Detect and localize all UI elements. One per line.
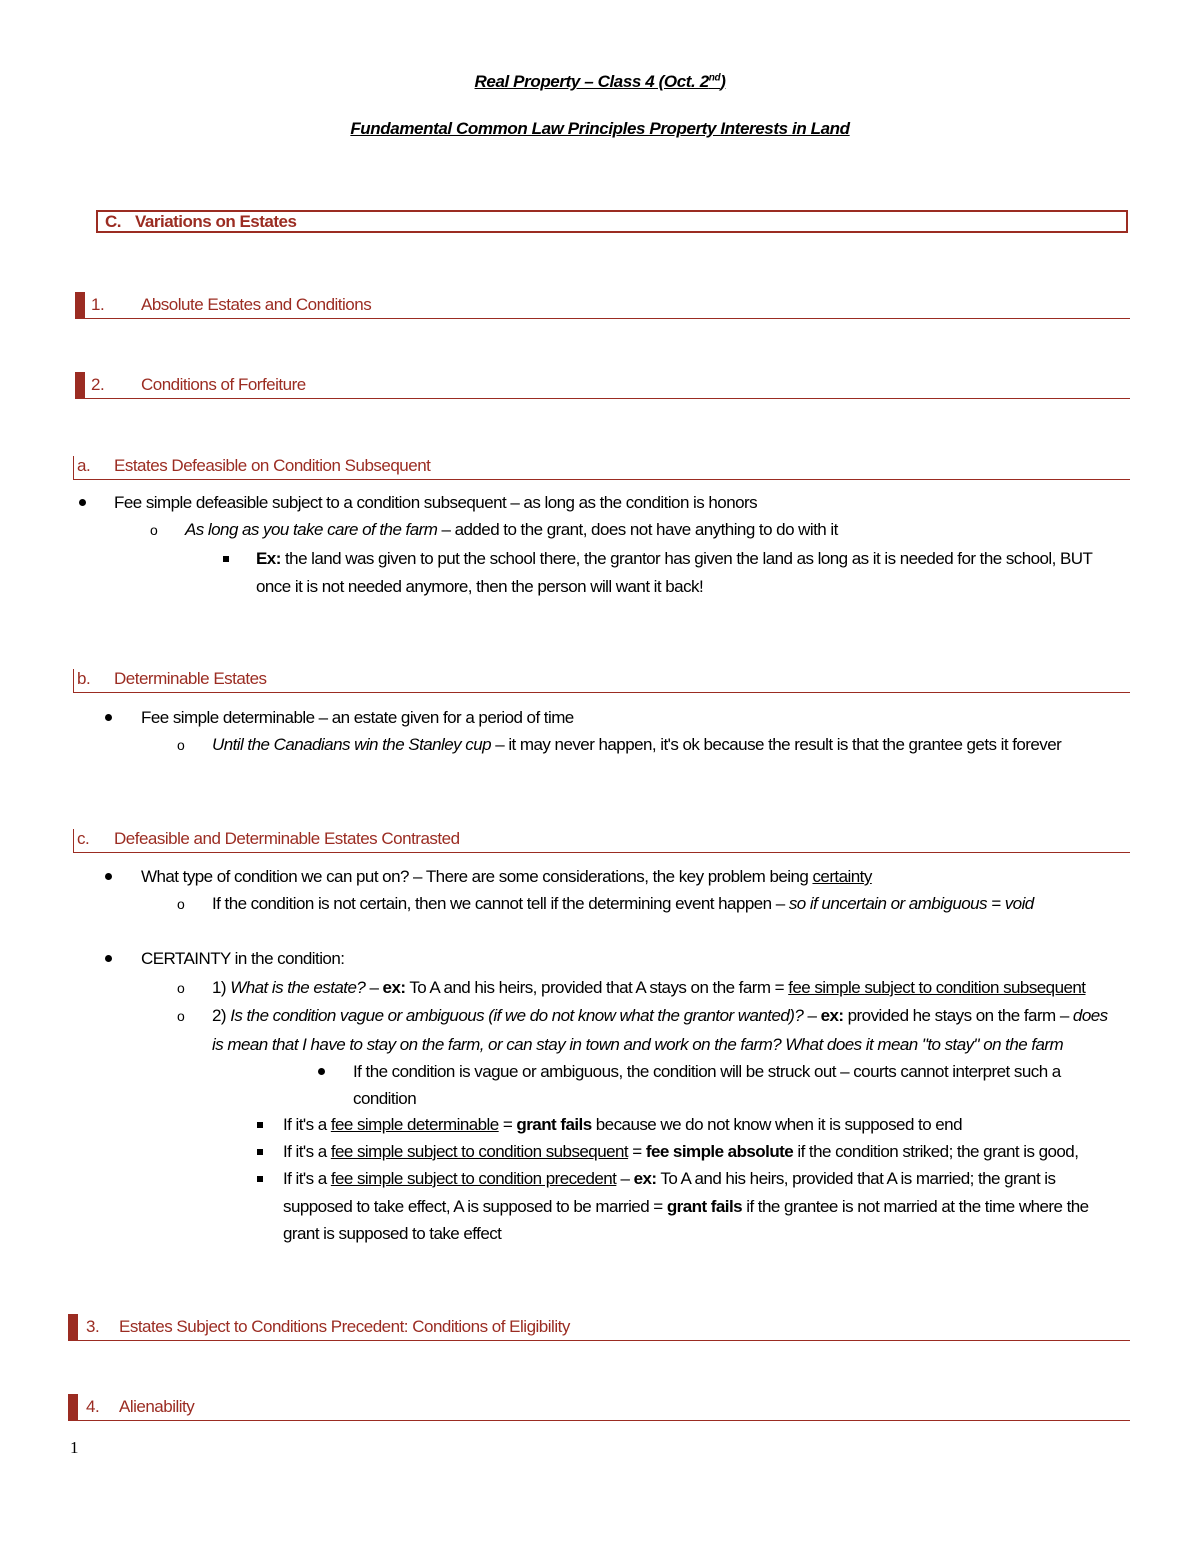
heading-number: 4. bbox=[86, 1397, 100, 1416]
heading-1-absolute-estates bbox=[75, 295, 1130, 319]
heading-marker bbox=[75, 292, 85, 318]
heading-marker bbox=[68, 1394, 78, 1420]
bullet-circle: o bbox=[177, 896, 185, 912]
heading-marker bbox=[68, 1314, 78, 1340]
heading-2-conditions-forfeiture bbox=[75, 375, 1130, 399]
bullet-circle: o bbox=[150, 522, 158, 538]
heading-4-alienability bbox=[68, 1397, 1130, 1421]
bullet-square bbox=[257, 1122, 263, 1128]
heading-number: 3. bbox=[86, 1317, 100, 1336]
section-c-number: C. bbox=[105, 212, 121, 231]
bullet-dot bbox=[105, 955, 112, 962]
document-title: Real Property – Class 4 (Oct. 2nd) bbox=[474, 72, 726, 91]
heading-3-conditions-precedent bbox=[68, 1317, 1130, 1341]
list-item: What type of condition we can put on? – There are some considerations, the key problem being certainty bbox=[141, 867, 872, 886]
page-number: 1 bbox=[70, 1438, 79, 1457]
list-item: If the condition is vague or ambiguous, the condition will be struck out – courts cannot interpret such a bbox=[353, 1062, 1061, 1081]
heading-label: Estates Subject to Conditions Precedent: Conditions of Eligibility bbox=[119, 1317, 570, 1336]
heading-label: Alienability bbox=[119, 1397, 195, 1416]
list-item-continuation: once it is not needed anymore, then the person will want it back! bbox=[256, 577, 704, 596]
bullet-dot bbox=[105, 714, 112, 721]
list-item: 2) Is the condition vague or ambiguous (if we do not know what the grantor wanted)? – ex: provided he stays on the farm – does bbox=[212, 1006, 1108, 1025]
list-item: Fee simple determinable – an estate given for a period of time bbox=[141, 708, 574, 727]
heading-c-contrasted bbox=[73, 829, 1130, 853]
bullet-square bbox=[257, 1149, 263, 1155]
list-item-continuation: condition bbox=[353, 1089, 417, 1108]
document-subtitle: Fundamental Common Law Principles Property Interests in Land bbox=[350, 119, 850, 138]
heading-number: 1. bbox=[91, 295, 105, 314]
bullet-circle: o bbox=[177, 980, 185, 996]
list-item: CERTAINTY in the condition: bbox=[141, 949, 345, 968]
list-item: As long as you take care of the farm – added to the grant, does not have anything to do with it bbox=[185, 520, 838, 539]
list-item: If it's a fee simple subject to condition precedent – ex: To A and his heirs, provided that A is married; the grant is bbox=[283, 1169, 1056, 1188]
bullet-dot bbox=[79, 499, 86, 506]
heading-b-determinable bbox=[73, 669, 1130, 693]
heading-label: Estates Defeasible on Condition Subsequent bbox=[114, 456, 431, 475]
list-item: If the condition is not certain, then we cannot tell if the determining event happen – so if uncertain or ambiguous = void bbox=[212, 894, 1034, 913]
heading-label: Determinable Estates bbox=[114, 669, 267, 688]
heading-label: Absolute Estates and Conditions bbox=[141, 295, 372, 314]
bullet-circle: o bbox=[177, 737, 185, 753]
heading-number: b. bbox=[77, 669, 91, 688]
bullet-dot bbox=[318, 1068, 325, 1075]
bullet-dot bbox=[105, 873, 112, 880]
list-item: 1) What is the estate? – ex: To A and his heirs, provided that A stays on the farm = fee simple subject to condition subsequent bbox=[212, 978, 1086, 997]
heading-number: 2. bbox=[91, 375, 105, 394]
list-item-continuation: is mean that I have to stay on the farm, or can stay in town and work on the farm? What does it mean "to stay" on the farm bbox=[212, 1035, 1064, 1054]
section-c-label: Variations on Estates bbox=[135, 212, 297, 231]
heading-marker bbox=[75, 372, 85, 398]
list-item: Until the Canadians win the Stanley cup – it may never happen, it's ok because the result is that the grantee gets it forever bbox=[212, 735, 1062, 754]
list-item: Fee simple defeasible subject to a condition subsequent – as long as the condition is honors bbox=[114, 493, 758, 512]
heading-label: Defeasible and Determinable Estates Contrasted bbox=[114, 829, 460, 848]
bullet-circle: o bbox=[177, 1008, 185, 1024]
list-item: If it's a fee simple determinable = grant fails because we do not know when it is supposed to end bbox=[283, 1115, 962, 1134]
bullet-square bbox=[257, 1176, 263, 1182]
list-item: If it's a fee simple subject to condition subsequent = fee simple absolute if the condition striked; the grant is good, bbox=[283, 1142, 1079, 1161]
heading-number: a. bbox=[77, 456, 91, 475]
bullet-square bbox=[223, 556, 229, 562]
list-item: Ex: the land was given to put the school there, the grantor has given the land as long as it is needed for the school, BUT bbox=[256, 549, 1093, 568]
heading-a-defeasible bbox=[73, 456, 1130, 480]
section-c-heading bbox=[96, 210, 1128, 233]
heading-number: c. bbox=[77, 829, 90, 848]
list-item-continuation: supposed to take effect, A is supposed to be married = grant fails if the grantee is not married at the time where the bbox=[283, 1197, 1089, 1216]
heading-label: Conditions of Forfeiture bbox=[141, 375, 306, 394]
list-item-continuation: grant is supposed to take effect bbox=[283, 1224, 502, 1243]
